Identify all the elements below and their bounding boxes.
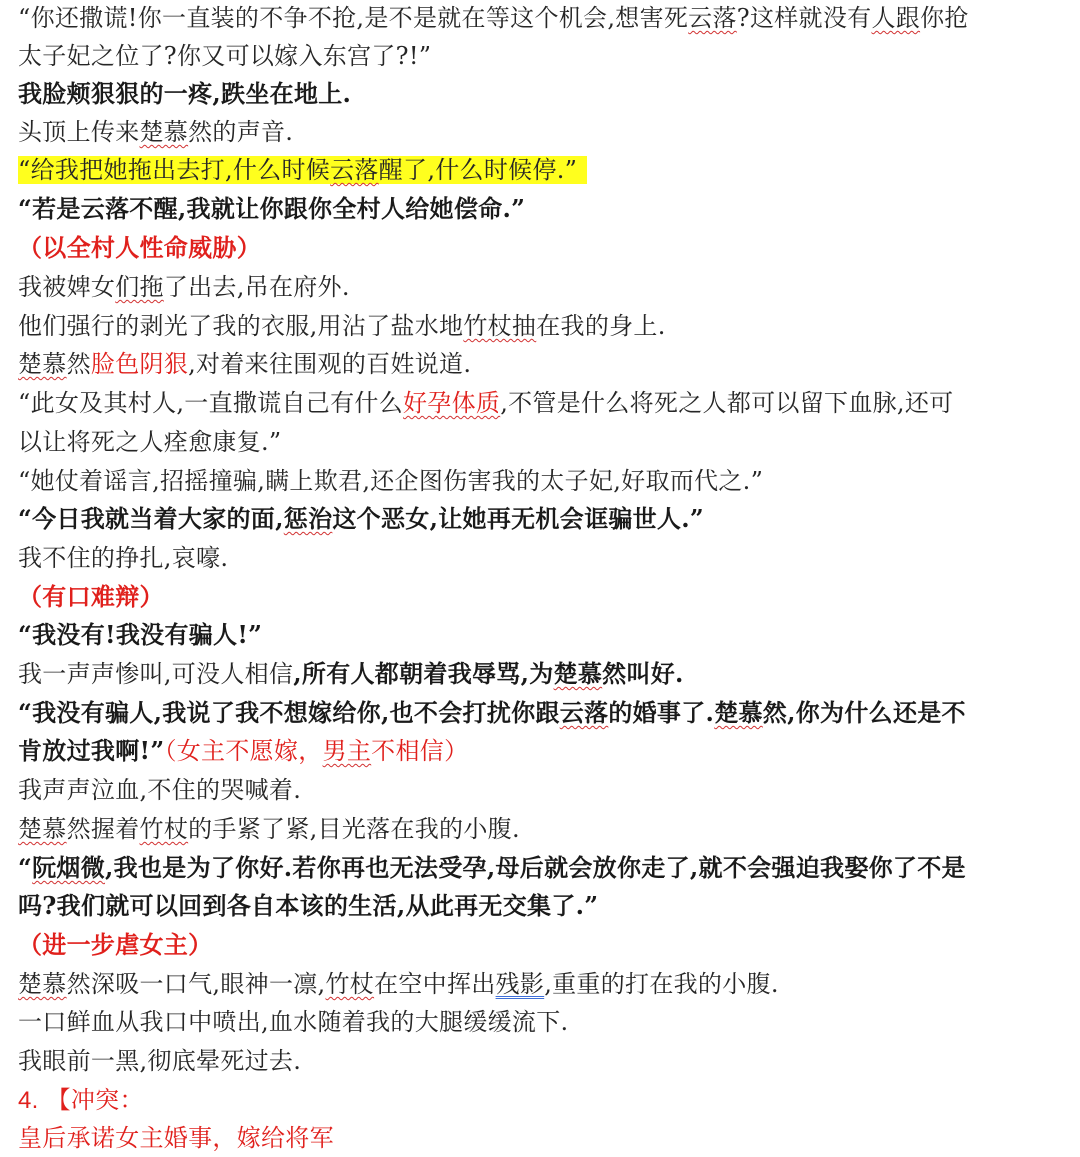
text-line [18,0,1068,37]
text-run: 你抢 [920,4,969,32]
text-line [18,384,1068,422]
text-run: 云落 [330,156,379,184]
text-line [18,151,1068,189]
text-line [18,229,1068,267]
text-run: 然叫好. [602,659,684,688]
text-run: ,所有人都朝着我辱骂,为 [293,659,554,688]
text-line [18,810,1068,848]
text-run: ?这样就没有 [736,4,872,32]
text-run: 人跟 [871,4,921,32]
text-line [18,423,1068,461]
text-line [18,113,1068,151]
text-line [18,307,1068,345]
text-run: 好孕体质 [403,389,501,417]
text-run: “我没有骗人,我说了我不想嫁给你,也不会打扰你跟 [18,698,560,727]
text-line [18,578,1068,616]
text-run: “给我把她拖出去打,什么时候 [18,156,331,184]
text-run: ,重重的打在我的小腹. [544,970,779,998]
text-run: 楚慕 [714,698,763,727]
text-line [18,462,1068,500]
text-run: 阮烟微 [32,853,106,882]
text-run: 在空中挥出 [374,970,496,998]
text-run: 残影 [495,970,545,998]
text-run: 楚慕 [18,815,67,843]
text-run: 一口鲜血从我口中喷出,血水随着我的大腿缓缓流下. [18,1008,569,1036]
text-run: 【冲突： [38,1086,144,1114]
text-run: 楚慕 [553,659,603,688]
text-run: 我被婢女 [18,273,116,301]
text-line [18,500,1068,538]
text-line [18,849,1068,887]
text-line [18,694,1068,732]
text-run: 太子妃之位了?你又可以嫁入东宫了?!” [18,42,432,70]
text-run: 我一声声惨叫,可没人相信 [18,660,294,688]
text-run: 4. [18,1087,39,1114]
text-run: 我脸颊狠狠的一疼,跌坐在地上. [18,79,352,108]
text-run: （以全村人性命威胁） [18,233,261,262]
text-run: 云落 [688,4,737,32]
text-run: 楚慕 [139,118,189,146]
highlighted-text [18,156,587,184]
text-line [18,539,1068,577]
text-line [18,655,1068,693]
text-line [18,926,1068,964]
text-run: 惩治 [283,504,333,533]
section-subheading [18,1119,1068,1157]
text-run: 的手紧了紧,目光落在我的小腹. [188,815,520,843]
text-run: “ [18,853,33,882]
section-heading [18,1081,1068,1119]
text-run: 醒了,什么时候停.” [378,156,578,184]
text-run: 这个恶女,让她再无机会诓骗世人.” [332,504,704,533]
text-line [18,1003,1068,1041]
text-run: 男主 [322,737,372,765]
text-run: 吗?我们就可以回到各自本该的生活,从此再无交集了.” [18,891,599,920]
text-run: ,不管是什么将死之人都可以留下血脉,还可 [500,389,954,417]
text-run: 我眼前一黑,彻底晕死过去. [18,1047,302,1075]
text-run: 然的声音. [188,118,294,146]
text-run: 脸色阴狠 [90,350,189,378]
text-run: “我没有!我没有骗人!” [18,620,263,649]
text-run: 肯放过我啊!” [18,736,165,765]
text-run: 竹杖 [139,815,189,843]
text-run: ,我也是为了你好.若你再也无法受孕,母后就会放你走了,就不会强迫我娶你了不是 [105,853,966,882]
text-run: 然握着 [66,815,140,843]
text-line [18,616,1068,654]
text-line [18,965,1068,1003]
text-run: 我不住的挣扎,哀嚎. [18,544,229,572]
text-run: 竹杖 [325,970,375,998]
text-run: “若是云落不醒,我就让你跟你全村人给她偿命.” [18,194,526,223]
text-line [18,345,1068,383]
text-run: “你还撒谎!你一直装的不争不抢,是不是就在等这个机会,想害死 [18,4,689,32]
text-run: ,对着来往围观的百姓说道. [188,350,472,378]
text-line [18,771,1068,809]
text-run: “她仗着谣言,招摇撞骗,瞒上欺君,还企图伤害我的太子妃,好取而代之.” [18,467,764,495]
text-run: 然,你为什么还是不 [762,698,966,727]
text-run: 皇后承诺女主婚事，嫁给将军 [18,1124,334,1152]
text-line [18,1042,1068,1080]
text-run: 然 [66,350,91,378]
text-line [18,887,1068,925]
text-run: 我声声泣血,不住的哭喊着. [18,776,302,804]
text-run: 们拖 [115,273,164,301]
text-run: （有口难辩） [18,582,164,611]
text-run: 楚慕 [18,970,67,998]
text-run: 不相信） [371,737,469,765]
text-run: 云落 [559,698,609,727]
text-run: “今日我就当着大家的面, [18,504,284,533]
text-run: （进一步虐女主） [18,930,213,959]
text-run: 他们强行的剥光了我的衣服,用沾了盐水地 [18,312,464,340]
text-run: 竹杖抽 [463,312,537,340]
text-run: 然深吸一口气,眼神一凛, [66,970,326,998]
text-run: 以让将死之人痊愈康复.” [18,428,282,456]
text-run: 楚慕 [18,350,67,378]
text-run: 的婚事了. [608,698,715,727]
text-line [18,37,1068,75]
text-line [18,732,1068,770]
text-line [18,268,1068,306]
text-run: 了出去,吊在府外. [163,273,350,301]
text-line [18,75,1068,113]
text-run: 在我的身上. [536,312,666,340]
text-run: （女主不愿嫁， [164,737,323,765]
text-run: “此女及其村人,一直撒谎自己有什么 [18,389,403,417]
text-line [18,190,1068,228]
text-run: 头顶上传来 [18,118,140,146]
